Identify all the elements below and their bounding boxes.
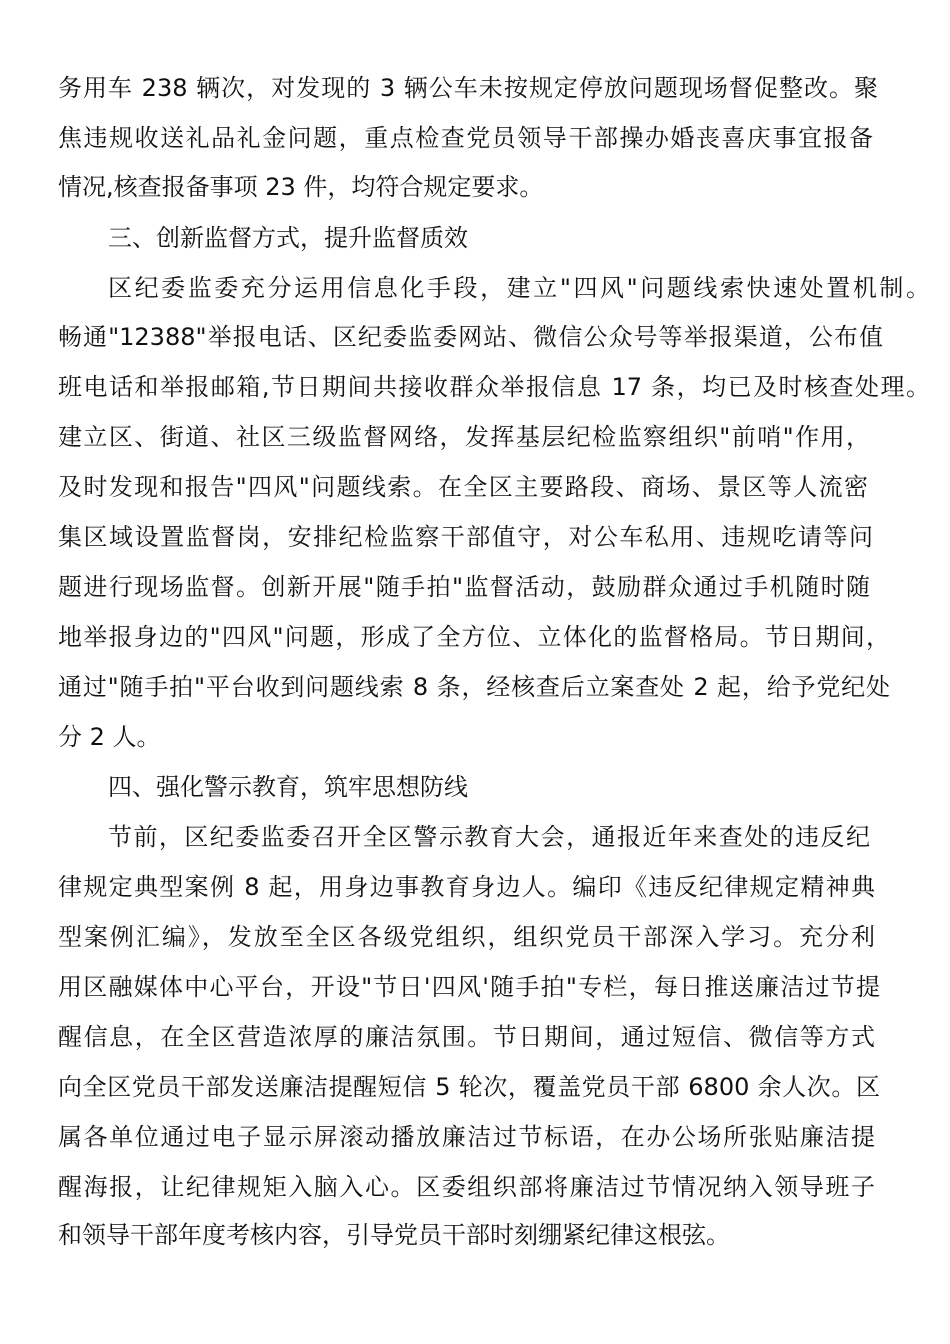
paragraph-line: 及时发现和报告"四风"问题线索。在全区主要路段、商场、景区等人流密: [58, 473, 868, 501]
paragraph-line: 畅通"12388"举报电话、区纪委监委网站、微信公众号等举报渠道，公布值: [58, 323, 883, 351]
paragraph-line: 通过"随手拍"平台收到问题线索 8 条，经核查后立案查处 2 起，给予党纪处: [58, 673, 890, 701]
paragraph-line: 和领导干部年度考核内容，引导党员干部时刻绷紧纪律这根弦。: [58, 1221, 730, 1249]
paragraph-line: 型案例汇编》，发放至全区各级党组织，组织党员干部深入学习。充分利: [58, 923, 875, 951]
paragraph-line: 节前，区纪委监委召开全区警示教育大会，通报近年来查处的违反纪: [108, 823, 870, 851]
paragraph-line: 焦违规收送礼品礼金问题，重点检查党员领导干部操办婚丧喜庆事宜报备: [58, 124, 873, 152]
paragraph-line: 分 2 人。: [58, 723, 161, 751]
paragraph-line: 务用车 238 辆次，对发现的 3 辆公车未按规定停放问题现场督促整改。聚: [58, 74, 878, 102]
paragraph-line: 题进行现场监督。创新开展"随手拍"监督活动，鼓励群众通过手机随时随: [58, 573, 870, 601]
paragraph-line: 班电话和举报邮箱,节日期间共接收群众举报信息 17 条，均已及时核查处理。: [58, 373, 930, 401]
paragraph-line: 醒信息，在全区营造浓厚的廉洁氛围。节日期间，通过短信、微信等方式: [58, 1023, 875, 1051]
paragraph-line: 区纪委监委充分运用信息化手段，建立"四风"问题线索快速处置机制。: [108, 274, 930, 302]
paragraph-line: 属各单位通过电子显示屏滚动播放廉洁过节标语，在办公场所张贴廉洁提: [58, 1123, 875, 1151]
paragraph-line: 情况,核查报备事项 23 件，均符合规定要求。: [58, 173, 544, 201]
paragraph-line: 律规定典型案例 8 起，用身边事教育身边人。编印《违反纪律规定精神典: [58, 873, 875, 901]
paragraph-line: 醒海报，让纪律规矩入脑入心。区委组织部将廉洁过节情况纳入领导班子: [58, 1173, 875, 1201]
paragraph-line: 用区融媒体中心平台，开设"节日'四风'随手拍"专栏，每日推送廉洁过节提: [58, 973, 880, 1001]
paragraph-line: 建立区、街道、社区三级监督网络，发挥基层纪检监察组织"前哨"作用，: [58, 423, 870, 451]
paragraph-line: 集区域设置监督岗，安排纪检监察干部值守，对公车私用、违规吃请等问: [58, 523, 873, 551]
paragraph-line: 向全区党员干部发送廉洁提醒短信 5 轮次，覆盖党员干部 6800 余人次。区: [58, 1073, 880, 1101]
paragraph-line: 地举报身边的"四风"问题，形成了全方位、立体化的监督格局。节日期间，: [58, 623, 890, 651]
section-heading: 三、创新监督方式，提升监督质效: [108, 224, 468, 252]
section-heading: 四、强化警示教育，筑牢思想防线: [108, 773, 468, 801]
